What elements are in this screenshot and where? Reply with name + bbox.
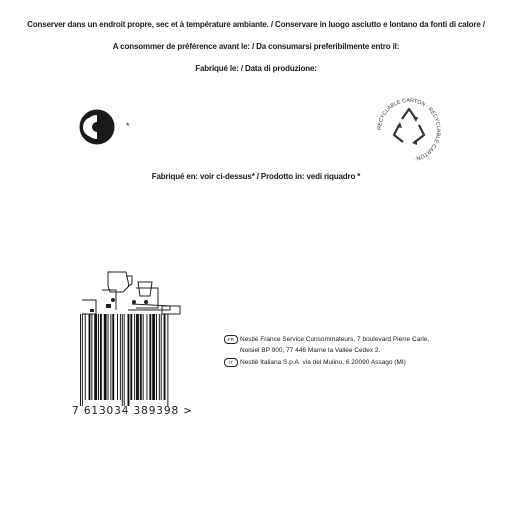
- recyclable-carton-icon: [374, 95, 444, 165]
- best-before-label: A consommer de préférence avant le: / Da consumarsi preferibilmente entro il:: [112, 42, 400, 51]
- svg-text:RECYCLABLE CARTON · RECYCLABLE: [377, 98, 441, 162]
- green-dot-icon: [79, 109, 115, 145]
- country-code-it: IT: [224, 358, 238, 367]
- barcode-number: 7 613034 389398 >: [72, 405, 193, 417]
- storage-instructions: Conserver dans un endroit propre, sec et à température ambiante. / Conservare in luogo asciutto e lontano da fonti di calore /: [27, 20, 485, 29]
- contact-it-line1: Nestlé Italiana S.p.A. via del Mulino, 6 20090 Assago (MI): [240, 359, 406, 367]
- barcode: [72, 262, 196, 422]
- recycle-ring-text: RECYCLABLE CARTON · RECYCLABLE CARTON ·: [376, 97, 442, 162]
- contact-it: [224, 358, 406, 367]
- asterisk-note: *: [126, 121, 130, 131]
- contact-fr-line2: Noisiel BP 900, 77 446 Marne la Vallée Cedex 2.: [240, 347, 381, 354]
- contact-fr: [224, 335, 429, 344]
- contact-fr-line1: Nestlé France Service Consommateurs, 7 boulevard Pierre Carle,: [240, 336, 430, 344]
- manufactured-on-label: Fabriqué le: / Data di produzione:: [195, 64, 317, 73]
- country-code-fr: FR: [224, 335, 238, 344]
- manufactured-in-label: Fabriqué en: voir ci-dessus* / Prodotto in: vedi riquadro *: [151, 172, 361, 181]
